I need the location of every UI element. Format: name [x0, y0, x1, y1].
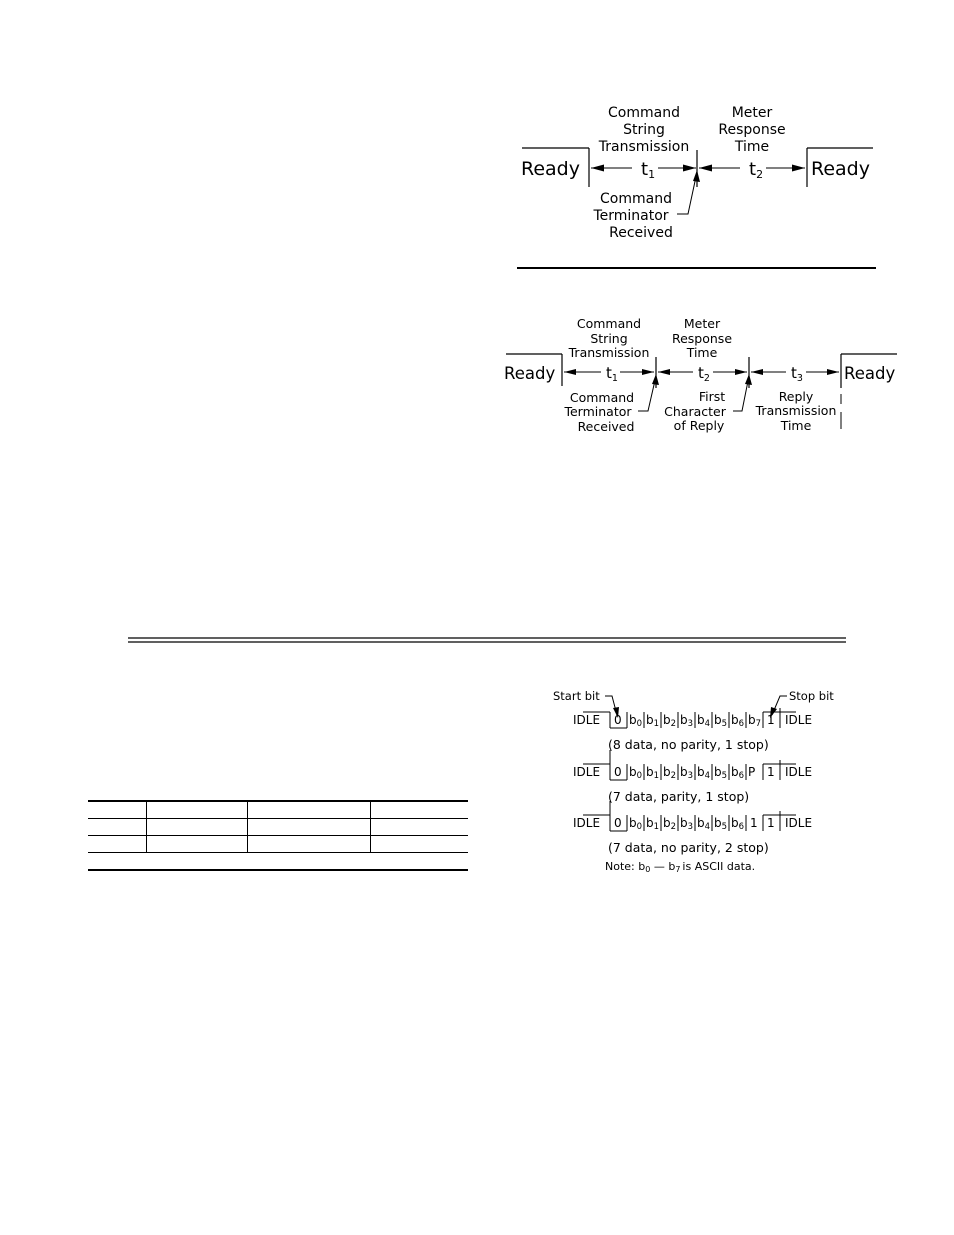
d1-command-label-3: Transmission — [598, 139, 690, 155]
d2-ready-right: Ready — [844, 364, 896, 383]
d2-meter-label-1: Meter — [683, 316, 721, 331]
data-bit-4: b4 — [697, 765, 711, 781]
d2-t2-sub: 2 — [703, 373, 710, 384]
table-cell — [88, 801, 147, 819]
d1-meter-label-2: Response — [718, 122, 786, 138]
note-sub7: 7 — [675, 865, 681, 874]
table-row — [88, 853, 468, 871]
timing-diagram-1 — [521, 105, 873, 241]
stop-bit-value: 1 — [767, 713, 775, 727]
d2-first-label-3: of Reply — [673, 418, 725, 433]
table-row — [88, 819, 468, 836]
idle-label: IDLE — [785, 765, 813, 779]
frame-caption: (7 data, no parity, 2 stop) — [608, 840, 769, 855]
d2-t3-label — [791, 364, 803, 384]
timing-diagram-2 — [504, 316, 897, 434]
d2-reply-label-3: Time — [780, 418, 812, 433]
table-cell — [147, 836, 248, 853]
d1-t2-letter: t — [749, 159, 757, 180]
d1-meter-label-1: Meter — [731, 105, 773, 121]
start-bit-label: Start bit — [553, 689, 600, 703]
table-cell — [371, 801, 469, 819]
table-cell — [88, 836, 147, 853]
frame-note — [605, 860, 755, 874]
d2-t1-arrowhead-left — [564, 369, 576, 375]
d1-term-label-1: Command — [600, 191, 672, 207]
d1-ready-left: Ready — [521, 158, 580, 180]
d2-t2-letter: t — [698, 364, 704, 382]
idle-label: IDLE — [573, 816, 601, 830]
data-bit-6: b6 — [731, 713, 745, 729]
data-bit-6: b6 — [731, 816, 745, 832]
d1-term-label-2: Terminator — [593, 208, 669, 224]
data-bit-2: b2 — [663, 765, 677, 781]
stop-bit-label: Stop bit — [789, 689, 834, 703]
frame-rows — [573, 708, 812, 855]
d2-t2-label — [698, 364, 710, 384]
start-bit-value: 0 — [614, 713, 622, 727]
d1-t2-arrowhead-right — [792, 165, 805, 172]
d2-t2-arrowhead-right — [735, 369, 747, 375]
d1-command-label-2: String — [623, 122, 665, 138]
d2-t3-arrowhead-left — [751, 369, 763, 375]
d1-t1-arrowhead-left — [591, 165, 604, 172]
table-row — [88, 836, 468, 853]
d1-t1-label — [641, 159, 655, 181]
d1-t2-arrowhead-left — [699, 165, 712, 172]
d2-term-label-1: Command — [569, 390, 635, 405]
frame-caption: (8 data, no parity, 1 stop) — [608, 737, 769, 752]
d2-reply-label-1: Reply — [778, 389, 814, 404]
d1-term-leader-arrow — [693, 170, 700, 182]
d1-t1-letter: t — [641, 159, 649, 180]
d1-command-label-1: Command — [608, 105, 680, 121]
stop-bit-value: 1 — [767, 816, 775, 830]
start-bit-value: 0 — [614, 765, 622, 779]
note-suffix: is ASCII data. — [682, 860, 756, 873]
d2-reply-label-2: Transmission — [755, 403, 837, 418]
parity-bit: P — [748, 765, 756, 779]
d2-command-label-2: String — [590, 331, 628, 346]
data-bit-0: b0 — [629, 816, 643, 832]
d2-command-label-1: Command — [576, 316, 642, 331]
d2-t2-arrowhead-left — [658, 369, 670, 375]
d2-term-label-2: Terminator — [564, 404, 632, 419]
d2-term-label-3: Received — [577, 419, 635, 434]
data-bit-1: b1 — [646, 816, 660, 832]
data-bit-4: b4 — [697, 816, 711, 832]
start-bit-value: 0 — [614, 816, 622, 830]
data-bit-3: b3 — [680, 713, 694, 729]
note-prefix: Note: b — [605, 860, 646, 873]
d2-t1-label — [606, 364, 618, 384]
d2-t3-letter: t — [791, 364, 797, 382]
d1-t2-label — [749, 159, 763, 181]
idle-label: IDLE — [573, 765, 601, 779]
data-bit-5: b5 — [714, 713, 728, 729]
d1-t2-sub: 2 — [756, 168, 764, 181]
d2-t1-sub: 1 — [611, 373, 618, 384]
d2-first-leader-arrow — [745, 374, 752, 385]
table-cell — [147, 801, 248, 819]
frame-caption: (7 data, parity, 1 stop) — [608, 789, 750, 804]
table-cell — [371, 819, 469, 836]
data-bit-3: b3 — [680, 816, 694, 832]
note-dash: — b — [650, 860, 676, 873]
d2-t1-arrowhead-right — [642, 369, 654, 375]
data-bit-1: b1 — [646, 765, 660, 781]
d2-t1-letter: t — [606, 364, 612, 382]
d1-ready-right: Ready — [811, 158, 870, 180]
d2-ready-left: Ready — [504, 364, 556, 383]
d2-first-label-2: Character — [664, 404, 726, 419]
data-bit-7: b7 — [748, 713, 762, 729]
table-cell — [248, 819, 371, 836]
d1-t1-sub: 1 — [648, 168, 656, 181]
data-bit-4: b4 — [697, 713, 711, 729]
data-bit-5: b5 — [714, 765, 728, 781]
d2-meter-label-3: Time — [686, 345, 718, 360]
table-row — [88, 801, 468, 819]
d2-t3-arrowhead-right — [827, 369, 839, 375]
d2-term-leader-arrow — [652, 374, 659, 385]
data-bit-2: b2 — [663, 713, 677, 729]
blank-table — [88, 800, 468, 871]
idle-label: IDLE — [573, 713, 601, 727]
stop-bit-value: 1 — [767, 765, 775, 779]
d2-command-label-3: Transmission — [568, 345, 650, 360]
table-cell — [88, 853, 468, 871]
idle-label: IDLE — [785, 713, 813, 727]
table-cell — [371, 836, 469, 853]
d1-meter-label-3: Time — [734, 139, 770, 155]
data-bit-5: b5 — [714, 816, 728, 832]
table-cell — [147, 819, 248, 836]
d1-term-label-3: Received — [609, 225, 673, 241]
data-bit-0: b0 — [629, 713, 643, 729]
stop-bit-value: 1 — [750, 816, 758, 830]
table-cell — [248, 836, 371, 853]
data-bit-0: b0 — [629, 765, 643, 781]
character-frame-diagram — [553, 689, 834, 874]
data-bit-3: b3 — [680, 765, 694, 781]
data-bit-2: b2 — [663, 816, 677, 832]
table-cell — [88, 819, 147, 836]
idle-label: IDLE — [785, 816, 813, 830]
d1-t1-arrowhead-right — [683, 165, 696, 172]
d2-meter-label-2: Response — [671, 331, 733, 346]
note-sub0: 0 — [645, 865, 651, 874]
d2-first-label-1: First — [698, 389, 726, 404]
data-bit-6: b6 — [731, 765, 745, 781]
data-bit-1: b1 — [646, 713, 660, 729]
table-cell — [248, 801, 371, 819]
d2-t3-sub: 3 — [796, 373, 803, 384]
